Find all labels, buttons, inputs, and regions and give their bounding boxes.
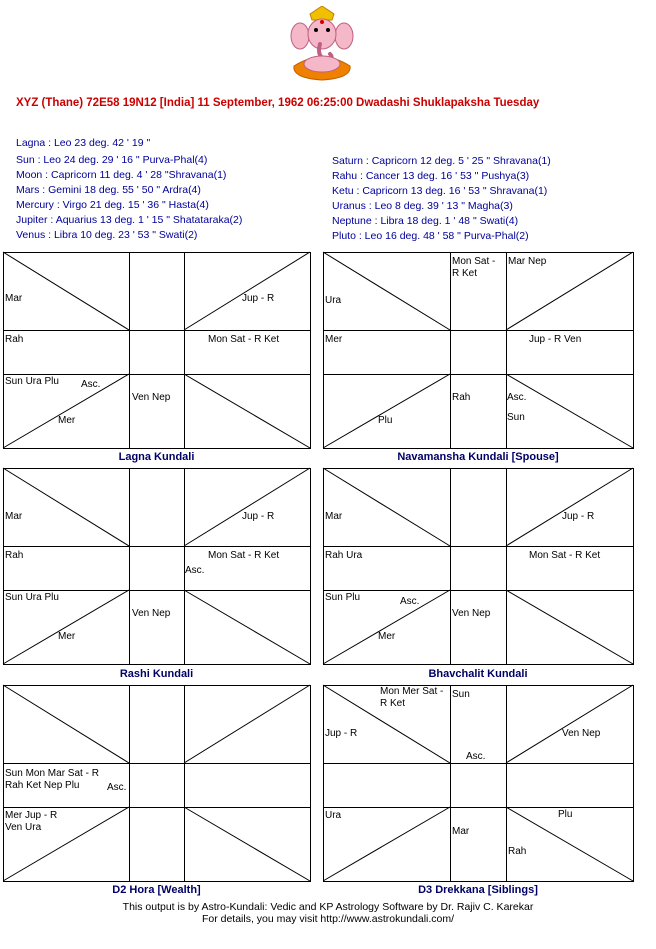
house-label: Jup - R Ven <box>529 334 582 345</box>
chart-frame <box>324 686 634 882</box>
grid-line <box>323 468 450 546</box>
ascendant-label: Asc. <box>400 596 420 607</box>
house-label: Mon Sat - R Ket <box>208 334 280 345</box>
house-label: Rah <box>5 334 24 345</box>
planet-position: Rahu : Cancer 13 deg. 16 ' 53 " Pushya(3) <box>332 170 530 182</box>
house-label: Mer <box>325 334 343 345</box>
house-label: Mar <box>325 511 343 522</box>
house-label: Mar <box>5 293 23 304</box>
grid-line <box>323 252 450 330</box>
chart-frame <box>4 253 311 449</box>
house-label: Mon Sat - <box>452 256 496 267</box>
house-label: Plu <box>558 809 573 820</box>
chart-title: XYZ (Thane) 72E58 19N12 [India] 11 September, 1962 06:25:00 Dwadashi Shuklapaksha Tuesday <box>16 97 540 109</box>
house-label: Plu <box>378 415 393 426</box>
house-label: Mer Jup - R <box>5 810 58 821</box>
house-label: Mon Mer Sat - <box>380 686 444 697</box>
planet-position: Saturn : Capricorn 12 deg. 5 ' 25 " Shravana(1) <box>332 155 551 167</box>
house-label: Rah Ura <box>325 550 363 561</box>
house-label: Ura <box>325 810 342 821</box>
house-label: Sun Ura Plu <box>5 376 59 387</box>
grid-line <box>184 374 310 448</box>
house-label: Sun Mon Mar Sat - R <box>5 768 99 779</box>
grid-line <box>3 252 129 330</box>
house-label: Mar Nep <box>508 256 547 267</box>
house-label: R Ket <box>380 698 406 709</box>
house-label: Ven Nep <box>452 608 491 619</box>
planet-position: Pluto : Leo 16 deg. 48 ' 58 " Purva-Phal(2) <box>332 230 529 242</box>
chart-frame <box>324 253 634 449</box>
lagna-position: Lagna : Leo 23 deg. 42 ' 19 " <box>16 137 151 149</box>
ascendant-label: Asc. <box>107 782 127 793</box>
house-label: Sun <box>507 412 525 423</box>
house-label: Mer <box>58 415 76 426</box>
ascendant-label: Asc. <box>466 751 486 762</box>
chart-caption: D2 Hora [Wealth] <box>112 884 201 896</box>
grid-line <box>3 685 129 763</box>
planet-position: Venus : Libra 10 deg. 23 ' 53 " Swati(2) <box>16 229 198 241</box>
house-label: Ven Nep <box>562 728 601 739</box>
grid-line <box>184 468 310 546</box>
grid-line <box>323 807 450 881</box>
planet-position: Ketu : Capricorn 13 deg. 16 ' 53 " Shravana(1) <box>332 185 548 197</box>
house-label: Rah <box>5 550 24 561</box>
chart-frame <box>324 469 634 665</box>
house-label: R Ket <box>452 268 478 279</box>
house-label: Jup - R <box>242 511 275 522</box>
house-label: Sun <box>452 689 470 700</box>
grid-line <box>3 468 129 546</box>
house-label: Mer <box>378 631 396 642</box>
grid-line <box>184 807 310 881</box>
chart-caption: Lagna Kundali <box>118 451 195 463</box>
grid-line <box>323 374 450 448</box>
house-label: Rah <box>508 846 527 857</box>
chart-caption: D3 Drekkana [Siblings] <box>418 884 538 896</box>
house-label: Jup - R <box>562 511 595 522</box>
house-label: Ven Nep <box>132 608 171 619</box>
grid-line <box>184 685 310 763</box>
house-label: Jup - R <box>325 728 358 739</box>
planet-position: Neptune : Libra 18 deg. 1 ' 48 " Swati(4) <box>332 215 519 227</box>
chart-caption: Bhavchalit Kundali <box>428 668 528 680</box>
house-label: Mer <box>58 631 76 642</box>
house-label: Rah <box>452 392 471 403</box>
footer-credit: This output is by Astro-Kundali: Vedic and KP Astrology Software by Dr. Rajiv C. Karekar <box>122 901 534 913</box>
house-label: Ven Nep <box>132 392 171 403</box>
house-label: Mar <box>5 511 23 522</box>
chart-frame <box>4 469 311 665</box>
planet-position: Uranus : Leo 8 deg. 39 ' 13 " Magha(3) <box>332 200 513 212</box>
grid-line <box>506 468 633 546</box>
planet-position: Sun : Leo 24 deg. 29 ' 16 " Purva-Phal(4) <box>16 154 208 166</box>
grid-line <box>184 590 310 664</box>
planet-position: Mercury : Virgo 21 deg. 15 ' 36 " Hasta(4) <box>16 199 209 211</box>
planet-position: Moon : Capricorn 11 deg. 4 ' 28 "Shravana(1) <box>16 169 227 181</box>
ascendant-label: Asc. <box>507 392 527 403</box>
house-label: Mon Sat - R Ket <box>208 550 280 561</box>
grid-line <box>506 590 633 664</box>
chart-caption: Rashi Kundali <box>119 668 194 680</box>
house-label: Rah Ket Nep Plu <box>5 780 80 791</box>
house-label: Ven Ura <box>5 822 42 833</box>
house-label: Mar <box>452 826 470 837</box>
ascendant-label: Asc. <box>81 379 101 390</box>
ascendant-label: Asc. <box>185 565 205 576</box>
chart-caption: Navamansha Kundali [Spouse] <box>397 451 559 463</box>
house-label: Mon Sat - R Ket <box>529 550 601 561</box>
footer-website: For details, you may visit http://www.astrokundali.com/ <box>201 913 455 925</box>
house-label: Jup - R <box>242 293 275 304</box>
planet-position: Jupiter : Aquarius 13 deg. 1 ' 15 " Shatataraka(2) <box>16 214 243 226</box>
grid-line <box>506 685 633 763</box>
grid-line <box>184 252 310 330</box>
planet-position: Mars : Gemini 18 deg. 55 ' 50 " Ardra(4) <box>16 184 201 196</box>
house-label: Sun Plu <box>325 592 361 603</box>
grid-line <box>506 374 633 448</box>
house-label: Sun Ura Plu <box>5 592 59 603</box>
house-label: Ura <box>325 295 342 306</box>
